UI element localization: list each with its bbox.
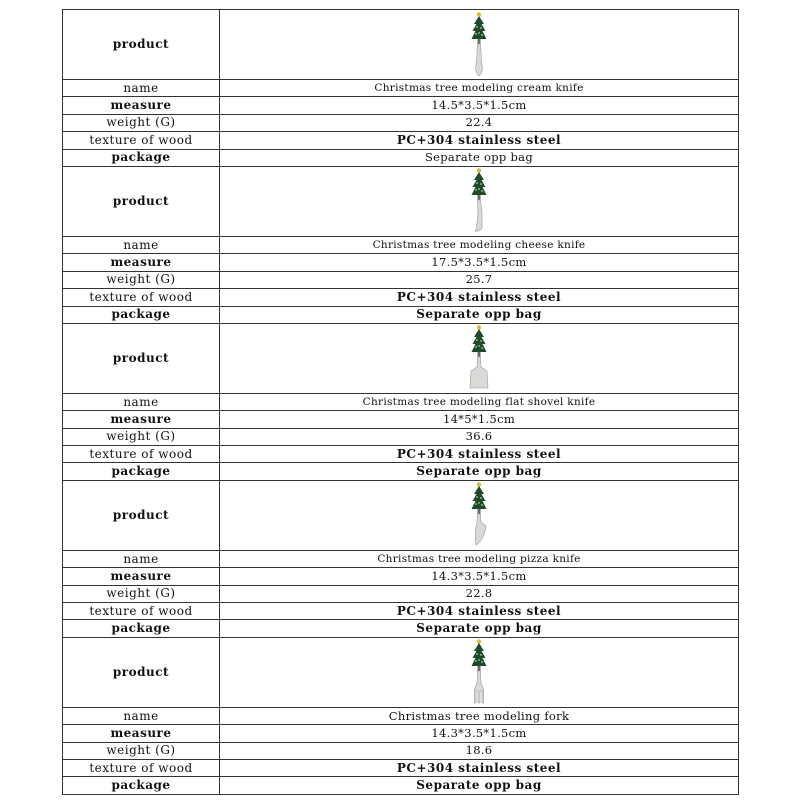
texture-value: PC+304 stainless steel [220, 289, 739, 306]
name-label: name [63, 80, 220, 97]
product-name: Christmas tree modeling cheese knife [220, 236, 739, 253]
weight-label: weight (G) [63, 114, 220, 131]
christmas-tree-cream-knife-icon [467, 12, 491, 78]
christmas-tree-pizza-knife-icon [467, 482, 491, 548]
weight-value: 25.7 [220, 271, 739, 288]
weight-label: weight (G) [63, 428, 220, 445]
product-image-cell [220, 480, 739, 550]
name-row [63, 707, 739, 724]
measure-row [63, 254, 739, 271]
package-row [63, 463, 739, 480]
weight-value: 22.8 [220, 585, 739, 602]
package-label: package [63, 149, 220, 166]
measure-value: 14.5*3.5*1.5cm [220, 97, 739, 114]
product-name: Christmas tree modeling cream knife [220, 80, 739, 97]
product-label: product [63, 323, 220, 393]
texture-row [63, 289, 739, 306]
package-row [63, 306, 739, 323]
product-image-cell [220, 637, 739, 707]
product-name: Christmas tree modeling flat shovel knife [220, 393, 739, 410]
product-label: product [63, 166, 220, 236]
texture-label: texture of wood [63, 132, 220, 149]
measure-row [63, 411, 739, 428]
measure-label: measure [63, 568, 220, 585]
package-value: Separate opp bag [220, 620, 739, 637]
package-value: Separate opp bag [220, 149, 739, 166]
name-row [63, 80, 739, 97]
texture-row [63, 759, 739, 776]
weight-label: weight (G) [63, 271, 220, 288]
texture-label: texture of wood [63, 759, 220, 776]
texture-value: PC+304 stainless steel [220, 132, 739, 149]
name-label: name [63, 550, 220, 567]
product-image-cell [220, 10, 739, 80]
product-label: product [63, 480, 220, 550]
measure-label: measure [63, 254, 220, 271]
package-label: package [63, 463, 220, 480]
package-row [63, 149, 739, 166]
weight-value: 36.6 [220, 428, 739, 445]
weight-row [63, 428, 739, 445]
texture-value: PC+304 stainless steel [220, 759, 739, 776]
product-image-cell [220, 323, 739, 393]
product-name: Christmas tree modeling fork [220, 707, 739, 724]
package-label: package [63, 306, 220, 323]
texture-label: texture of wood [63, 289, 220, 306]
measure-value: 14*5*1.5cm [220, 411, 739, 428]
name-row [63, 550, 739, 567]
package-row [63, 777, 739, 794]
texture-value: PC+304 stainless steel [220, 446, 739, 463]
weight-value: 18.6 [220, 742, 739, 759]
measure-value: 14.3*3.5*1.5cm [220, 725, 739, 742]
texture-row [63, 132, 739, 149]
christmas-tree-cheese-knife-icon [467, 168, 491, 234]
package-label: package [63, 777, 220, 794]
package-label: package [63, 620, 220, 637]
name-label: name [63, 707, 220, 724]
measure-row [63, 568, 739, 585]
christmas-tree-fork-icon [467, 639, 491, 705]
package-row [63, 620, 739, 637]
product-spec-table [62, 9, 739, 795]
weight-row [63, 114, 739, 131]
package-value: Separate opp bag [220, 463, 739, 480]
weight-value: 22.4 [220, 114, 739, 131]
product-label: product [63, 637, 220, 707]
weight-label: weight (G) [63, 585, 220, 602]
product-name: Christmas tree modeling pizza knife [220, 550, 739, 567]
product-label: product [63, 10, 220, 80]
christmas-tree-flat-shovel-knife-icon [466, 325, 492, 391]
name-label: name [63, 393, 220, 410]
measure-row [63, 97, 739, 114]
measure-label: measure [63, 411, 220, 428]
texture-row [63, 446, 739, 463]
package-value: Separate opp bag [220, 306, 739, 323]
measure-label: measure [63, 725, 220, 742]
measure-label: measure [63, 97, 220, 114]
name-row [63, 236, 739, 253]
measure-value: 17.5*3.5*1.5cm [220, 254, 739, 271]
product-row [63, 323, 739, 393]
weight-row [63, 742, 739, 759]
name-label: name [63, 236, 220, 253]
texture-row [63, 603, 739, 620]
weight-label: weight (G) [63, 742, 220, 759]
texture-value: PC+304 stainless steel [220, 603, 739, 620]
weight-row [63, 271, 739, 288]
product-image-cell [220, 166, 739, 236]
texture-label: texture of wood [63, 446, 220, 463]
name-row [63, 393, 739, 410]
weight-row [63, 585, 739, 602]
measure-row [63, 725, 739, 742]
package-value: Separate opp bag [220, 777, 739, 794]
product-row [63, 10, 739, 80]
product-row [63, 637, 739, 707]
product-row [63, 480, 739, 550]
product-row [63, 166, 739, 236]
measure-value: 14.3*3.5*1.5cm [220, 568, 739, 585]
texture-label: texture of wood [63, 603, 220, 620]
